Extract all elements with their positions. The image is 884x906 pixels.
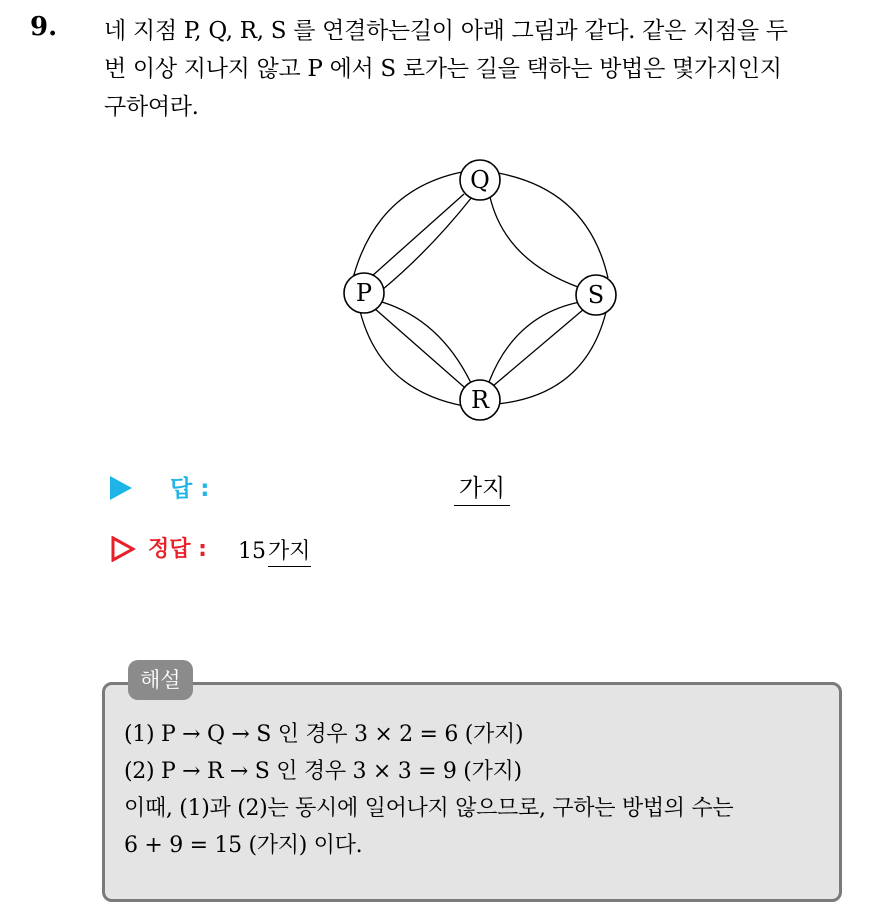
answer-row [110, 468, 610, 508]
edge-r-s-inner [489, 302, 580, 382]
solution-text [124, 716, 834, 864]
question-number: 9. [30, 12, 58, 42]
node-s-label: S [587, 281, 605, 309]
question-text [104, 12, 864, 126]
edge-p-q-outer [352, 172, 462, 282]
answer-blank[interactable]: 가지 [454, 468, 510, 506]
key-label: 정답 : [148, 537, 207, 562]
key-value [238, 534, 311, 565]
edges-p-q [352, 172, 472, 290]
edge-p-q-mid [372, 194, 464, 276]
answer-arrow-icon [110, 476, 132, 500]
edges-q-s [490, 173, 608, 287]
edge-r-s-outer [497, 312, 606, 404]
node-s [576, 275, 616, 315]
solution-line-4: 6 + 9 = 15 (가지) 이다. [124, 833, 363, 858]
key-number: 15 [238, 539, 266, 564]
edges-p-r [360, 302, 471, 406]
key-arrow-icon [110, 536, 136, 562]
edge-q-s-inner [490, 197, 578, 287]
edge-p-q-inner [382, 197, 472, 290]
node-q-label: Q [470, 166, 490, 194]
solution-line-3: 이때, (1)과 (2)는 동시에 일어나지 않으므로, 구하는 방법의 수는 [124, 796, 734, 821]
solution-line-1: (1) P → Q → S 인 경우 3 × 2 = 6 (가지) [124, 722, 524, 747]
node-p [344, 273, 384, 313]
edge-p-r-outer [360, 311, 464, 406]
answer-label: 답 : [170, 476, 210, 502]
edge-q-s-outer [498, 173, 608, 278]
node-r-label: R [470, 386, 490, 414]
solution-tag: 해설 [128, 660, 193, 700]
node-r [460, 380, 500, 420]
key-unit: 가지 [268, 539, 311, 567]
question-line-2: 번 이상 지나지 않고 P 에서 S 로가는 길을 택하는 방법은 몇가지인지 [104, 56, 782, 82]
solution-line-2: (2) P → R → S 인 경우 3 × 3 = 9 (가지) [124, 759, 522, 784]
edge-p-r-inner [382, 302, 471, 383]
node-p-label: P [355, 279, 373, 307]
path-graph-diagram [330, 150, 630, 440]
question-line-3: 구하여라. [104, 94, 199, 120]
node-q [460, 160, 500, 200]
question-line-1: 네 지점 P, Q, R, S 를 연결하는길이 아래 그림과 같다. 같은 지점을 두 [104, 18, 788, 44]
key-row [110, 530, 610, 570]
edges-r-s [489, 302, 606, 404]
